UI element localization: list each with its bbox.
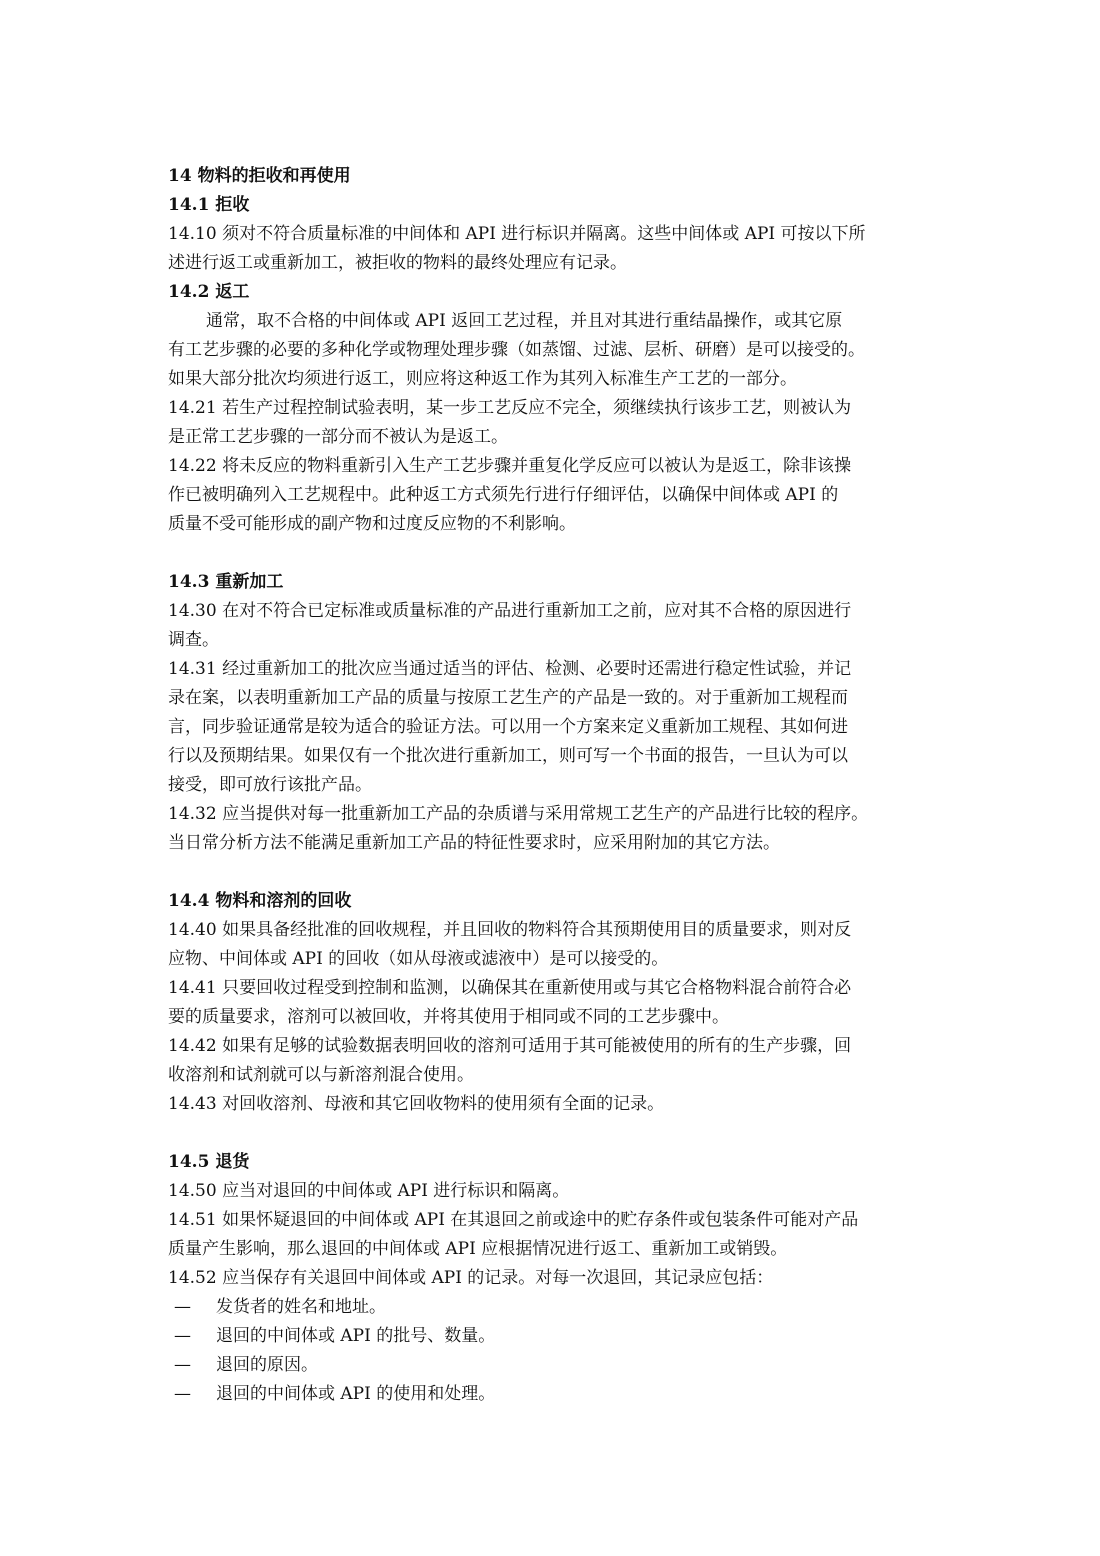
dash-bullet: —: [174, 1384, 191, 1404]
paragraph-line: 应物、中间体或 API 的回收（如从母液或滤液中）是可以接受的。: [168, 949, 669, 969]
paragraph-line: 是正常工艺步骤的一部分而不被认为是返工。: [168, 427, 508, 447]
section-heading-14-4: 14.4 物料和溶剂的回收: [168, 891, 352, 911]
paragraph-line: 如果大部分批次均须进行返工，则应将这种返工作为其列入标准生产工艺的一部分。: [168, 369, 797, 389]
list-item: [168, 1293, 940, 1322]
paragraph-line: 述进行返工或重新加工，被拒收的物料的最终处理应有记录。: [168, 253, 627, 273]
list-item: [168, 1322, 940, 1351]
paragraph-line: 要的质量要求，溶剂可以被回收，并将其使用于相同或不同的工艺步骤中。: [168, 1007, 729, 1027]
list-item: [168, 1351, 940, 1380]
section-heading-14-1: 14.1 拒收: [168, 195, 250, 215]
paragraph-line: 14.22 将未反应的物料重新引入生产工艺步骤并重复化学反应可以被认为是返工，除非该操: [168, 456, 852, 476]
paragraph-line: 14.51 如果怀疑退回的中间体或 API 在其退回之前或途中的贮存条件或包装条件可能对产品: [168, 1210, 859, 1230]
dash-bullet: —: [174, 1326, 191, 1346]
list-item-text: 退回的中间体或 API 的使用和处理。: [216, 1384, 496, 1404]
paragraph-line: 质量产生影响，那么退回的中间体或 API 应根据情况进行返工、重新加工或销毁。: [168, 1239, 788, 1259]
paragraph-line: 当日常分析方法不能满足重新加工产品的特征性要求时，应采用附加的其它方法。: [168, 833, 780, 853]
paragraph-line: 接受，即可放行该批产品。: [168, 775, 372, 795]
section-heading-14: 14 物料的拒收和再使用: [168, 166, 351, 186]
paragraph-line: 14.31 经过重新加工的批次应当通过适当的评估、检测、必要时还需进行稳定性试验，并记: [168, 659, 852, 679]
paragraph-line: 收溶剂和试剂就可以与新溶剂混合使用。: [168, 1065, 474, 1085]
dash-bullet: —: [174, 1355, 191, 1375]
list-item-text: 退回的原因。: [216, 1355, 318, 1375]
paragraph-line: 14.50 应当对退回的中间体或 API 进行标识和隔离。: [168, 1181, 570, 1201]
paragraph-line: 14.41 只要回收过程受到控制和监测，以确保其在重新使用或与其它合格物料混合前符合必: [168, 978, 852, 998]
dash-bullet: —: [174, 1297, 191, 1317]
document-page: [168, 162, 940, 1409]
paragraph-line: 14.32 应当提供对每一批重新加工产品的杂质谱与采用常规工艺生产的产品进行比较的程序。: [168, 804, 869, 824]
spacer: [168, 1119, 940, 1148]
paragraph-line: 14.10 须对不符合质量标准的中间体和 API 进行标识并隔离。这些中间体或 API 可按以下所: [168, 224, 866, 244]
list-item: [168, 1380, 940, 1409]
paragraph-line: 通常，取不合格的中间体或 API 返回工艺过程，并且对其进行重结晶操作，或其它原: [206, 311, 843, 331]
paragraph-line: 作已被明确列入工艺规程中。此种返工方式须先行进行仔细评估，以确保中间体或 API 的: [168, 485, 839, 505]
paragraph-line: 调查。: [168, 630, 219, 650]
paragraph-line: 有工艺步骤的必要的多种化学或物理处理步骤（如蒸馏、过滤、层析、研磨）是可以接受的。: [168, 340, 865, 360]
section-heading-14-5: 14.5 退货: [168, 1152, 250, 1172]
paragraph-line: 14.21 若生产过程控制试验表明，某一步工艺反应不完全，须继续执行该步工艺，则被认为: [168, 398, 852, 418]
paragraph-line: 14.52 应当保存有关退回中间体或 API 的记录。对每一次退回，其记录应包括：: [168, 1268, 774, 1288]
section-heading-14-2: 14.2 返工: [168, 282, 250, 302]
paragraph-line: 14.30 在对不符合已定标准或质量标准的产品进行重新加工之前，应对其不合格的原因进行: [168, 601, 852, 621]
spacer: [168, 858, 940, 887]
section-heading-14-3: 14.3 重新加工: [168, 572, 284, 592]
paragraph-line: 言，同步验证通常是较为适合的验证方法。可以用一个方案来定义重新加工规程、其如何进: [168, 717, 848, 737]
paragraph-line: 行以及预期结果。如果仅有一个批次进行重新加工，则可写一个书面的报告，一旦认为可以: [168, 746, 848, 766]
spacer: [168, 539, 940, 568]
paragraph-line: 录在案，以表明重新加工产品的质量与按原工艺生产的产品是一致的。对于重新加工规程而: [168, 688, 848, 708]
paragraph-line: 质量不受可能形成的副产物和过度反应物的不利影响。: [168, 514, 576, 534]
paragraph-line: 14.43 对回收溶剂、母液和其它回收物料的使用须有全面的记录。: [168, 1094, 665, 1114]
paragraph-line: 14.42 如果有足够的试验数据表明回收的溶剂可适用于其可能被使用的所有的生产步骤，回: [168, 1036, 852, 1056]
paragraph-line: 14.40 如果具备经批准的回收规程，并且回收的物料符合其预期使用目的质量要求，则对反: [168, 920, 852, 940]
list-item-text: 退回的中间体或 API 的批号、数量。: [216, 1326, 496, 1346]
list-item-text: 发货者的姓名和地址。: [216, 1297, 386, 1317]
